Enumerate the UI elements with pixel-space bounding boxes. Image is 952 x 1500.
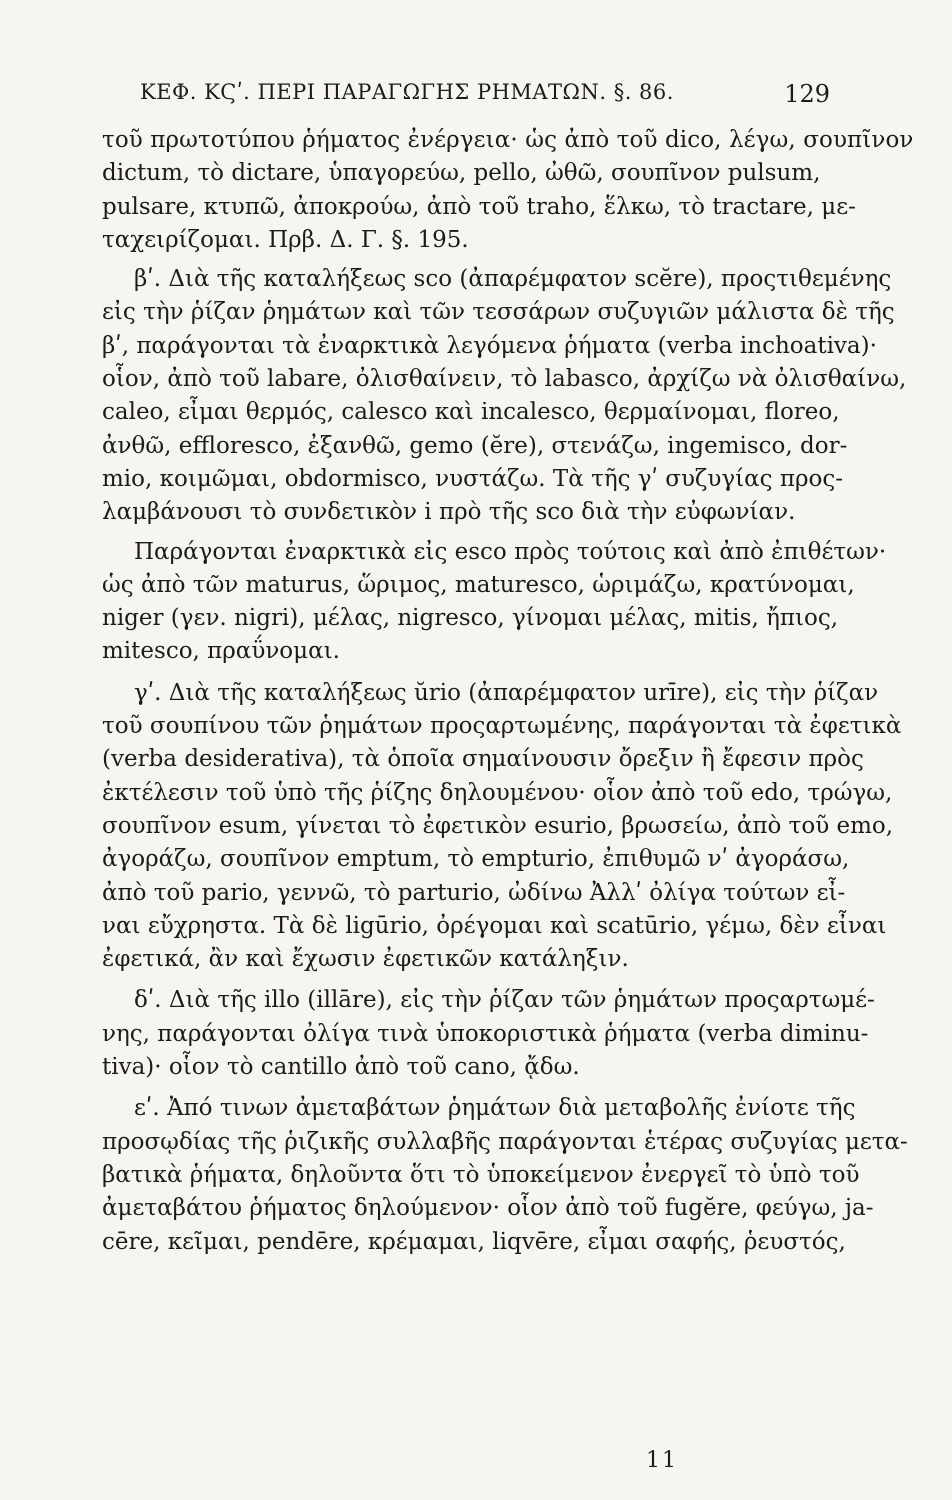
text-line: caleo, εἶμαι θερμός, calesco καὶ incalesco, θερμαίνομαι, floreo, (102, 399, 840, 426)
text-line: εʹ. Ἀπό τινων ἀμεταβάτων ῥημάτων διὰ μεταβολῆς ἐνίοτε τῆς (134, 1095, 856, 1122)
text-line: βατικὰ ῥήματα, δηλοῦντα ὅτι τὸ ὑποκείμενον ἐνεργεῖ τὸ ὑπὸ τοῦ (102, 1161, 860, 1188)
paragraph-gamma (102, 677, 902, 977)
running-title: ΚΕΦ. ΚϚʹ. ΠΕΡΙ ΠΑΡΑΓΩΓΗΣ ΡΗΜΑΤΩΝ. §. 86. (140, 80, 674, 104)
text-line: βʹ. Διὰ τῆς καταλήξεως sco (ἀπαρέμφατον scĕre), προςτιθεμένης (134, 266, 892, 293)
text-line: tiva)· οἷον τὸ cantillo ἀπὸ τοῦ cano, ᾄδω. (102, 1054, 580, 1081)
text-line: σουπῖνον esum, γίνεται τὸ ἐφετικὸν esurio, βρωσείω, ἀπὸ τοῦ emo, (102, 812, 894, 839)
page-body (102, 124, 914, 1259)
text-line: ναι εὔχρηστα. Τὰ δὲ ligūrio, ὀρέγομαι καὶ scatūrio, γέμω, δὲν εἶναι (102, 912, 887, 939)
text-line: ἐκτέλεσιν τοῦ ὑπὸ τῆς ῥίζης δηλουμένου· οἷον ἀπὸ τοῦ edo, τρώγω, (102, 779, 893, 806)
text-line: βʹ, παράγονται τὰ ἐναρκτικὰ λεγόμενα ῥήματα (verba inchoativa)· (102, 332, 877, 359)
paragraph-continuation (102, 124, 914, 257)
page-number: 129 (784, 80, 830, 108)
text-line: ἀγοράζω, σουπῖνον emptum, τὸ empturio, ἐπιθυμῶ νʹ ἀγοράσω, (102, 846, 850, 873)
text-line: pulsare, κτυπῶ, ἀποκρούω, ἀπὸ τοῦ traho, ἕλκω, τὸ tractare, με- (102, 193, 856, 220)
text-line: ἐφετικά, ἂν καὶ ἔχωσιν ἐφετικῶν κατάληξιν. (102, 946, 629, 973)
text-line: mio, κοιμῶμαι, obdormisco, νυστάζω. Τὰ τῆς γʹ συζυγίας προς- (102, 465, 844, 492)
text-line: mitesco, πραΰνομαι. (102, 638, 340, 665)
text-line: νης, παράγονται ὀλίγα τινὰ ὑποκοριστικὰ ῥήματα (verba diminu- (102, 1020, 869, 1047)
text-line: εἰς τὴν ῥίζαν ῥημάτων καὶ τῶν τεσσάρων συζυγιῶν μάλιστα δὲ τῆς (102, 299, 895, 326)
paragraph-delta (102, 984, 875, 1084)
paragraph-beta (102, 263, 907, 529)
text-line: λαμβάνουσι τὸ συνδετικὸν i πρὸ τῆς sco διὰ τὴν εὐφωνίαν. (102, 499, 796, 526)
paragraph-adjectives (102, 536, 887, 669)
text-line: γʹ. Διὰ τῆς καταλήξεως ŭrio (ἀπαρέμφατον urīre), εἰς τὴν ῥίζαν (134, 679, 879, 706)
text-line: ὡς ἀπὸ τῶν maturus, ὥριμος, maturesco, ὡριμάζω, κρατύνομαι, (102, 571, 855, 598)
text-line: (verba desiderativa), τὰ ὁποῖα σημαίνουσιν ὄρεξιν ἢ ἔφεσιν πρὸς (102, 746, 864, 773)
text-line: δʹ. Διὰ τῆς illo (illāre), εἰς τὴν ῥίζαν τῶν ῥημάτων προςαρτωμέ- (134, 987, 875, 1014)
text-line: προσῳδίας τῆς ῥιζικῆς συλλαβῆς παράγονται ἑτέρας συζυγίας μετα- (102, 1128, 908, 1155)
text-line: Παράγονται ἐναρκτικὰ εἰς esco πρὸς τούτοις καὶ ἀπὸ ἐπιθέτων· (134, 538, 887, 565)
text-line: ταχειρίζομαι. Πρβ. Δ. Γ. §. 195. (102, 226, 469, 253)
printer-signature: 11 (646, 1448, 678, 1473)
text-line: dictum, τὸ dictare, ὑπαγορεύω, pello, ὠθῶ, σουπῖνον pulsum, (102, 160, 821, 187)
running-header (140, 80, 830, 118)
text-line: ἀπὸ τοῦ pario, γεννῶ, τὸ parturio, ὠδίνω Ἀλλʹ ὀλίγα τούτων εἶ- (102, 879, 846, 906)
text-line: niger (γεν. nigri), μέλας, nigresco, γίνομαι μέλας, mitis, ἤπιος, (102, 605, 839, 632)
text-line: cēre, κεῖμαι, pendēre, κρέμαμαι, liqvēre, εἶμαι σαφής, ῥευστός, (102, 1228, 846, 1255)
text-line: ἀμεταβάτου ῥήματος δηλούμενον· οἷον ἀπὸ τοῦ fugĕre, φεύγω, ja- (102, 1195, 874, 1222)
text-line: οἷον, ἀπὸ τοῦ labare, ὀλισθαίνειν, τὸ labasco, ἀρχίζω νὰ ὀλισθαίνω, (102, 366, 907, 393)
text-line: ἀνθῶ, effloresco, ἐξανθῶ, gemo (ĕre), στενάζω, ingemisco, dor- (102, 432, 848, 459)
text-line: τοῦ πρωτοτύπου ῥήματος ἐνέργεια· ὡς ἀπὸ τοῦ dico, λέγω, σουπῖνον (102, 127, 914, 153)
text-line: τοῦ σουπίνου τῶν ῥημάτων προςαρτωμένης, παράγονται τὰ ἐφετικὰ (102, 713, 902, 740)
paragraph-epsilon (102, 1092, 908, 1258)
